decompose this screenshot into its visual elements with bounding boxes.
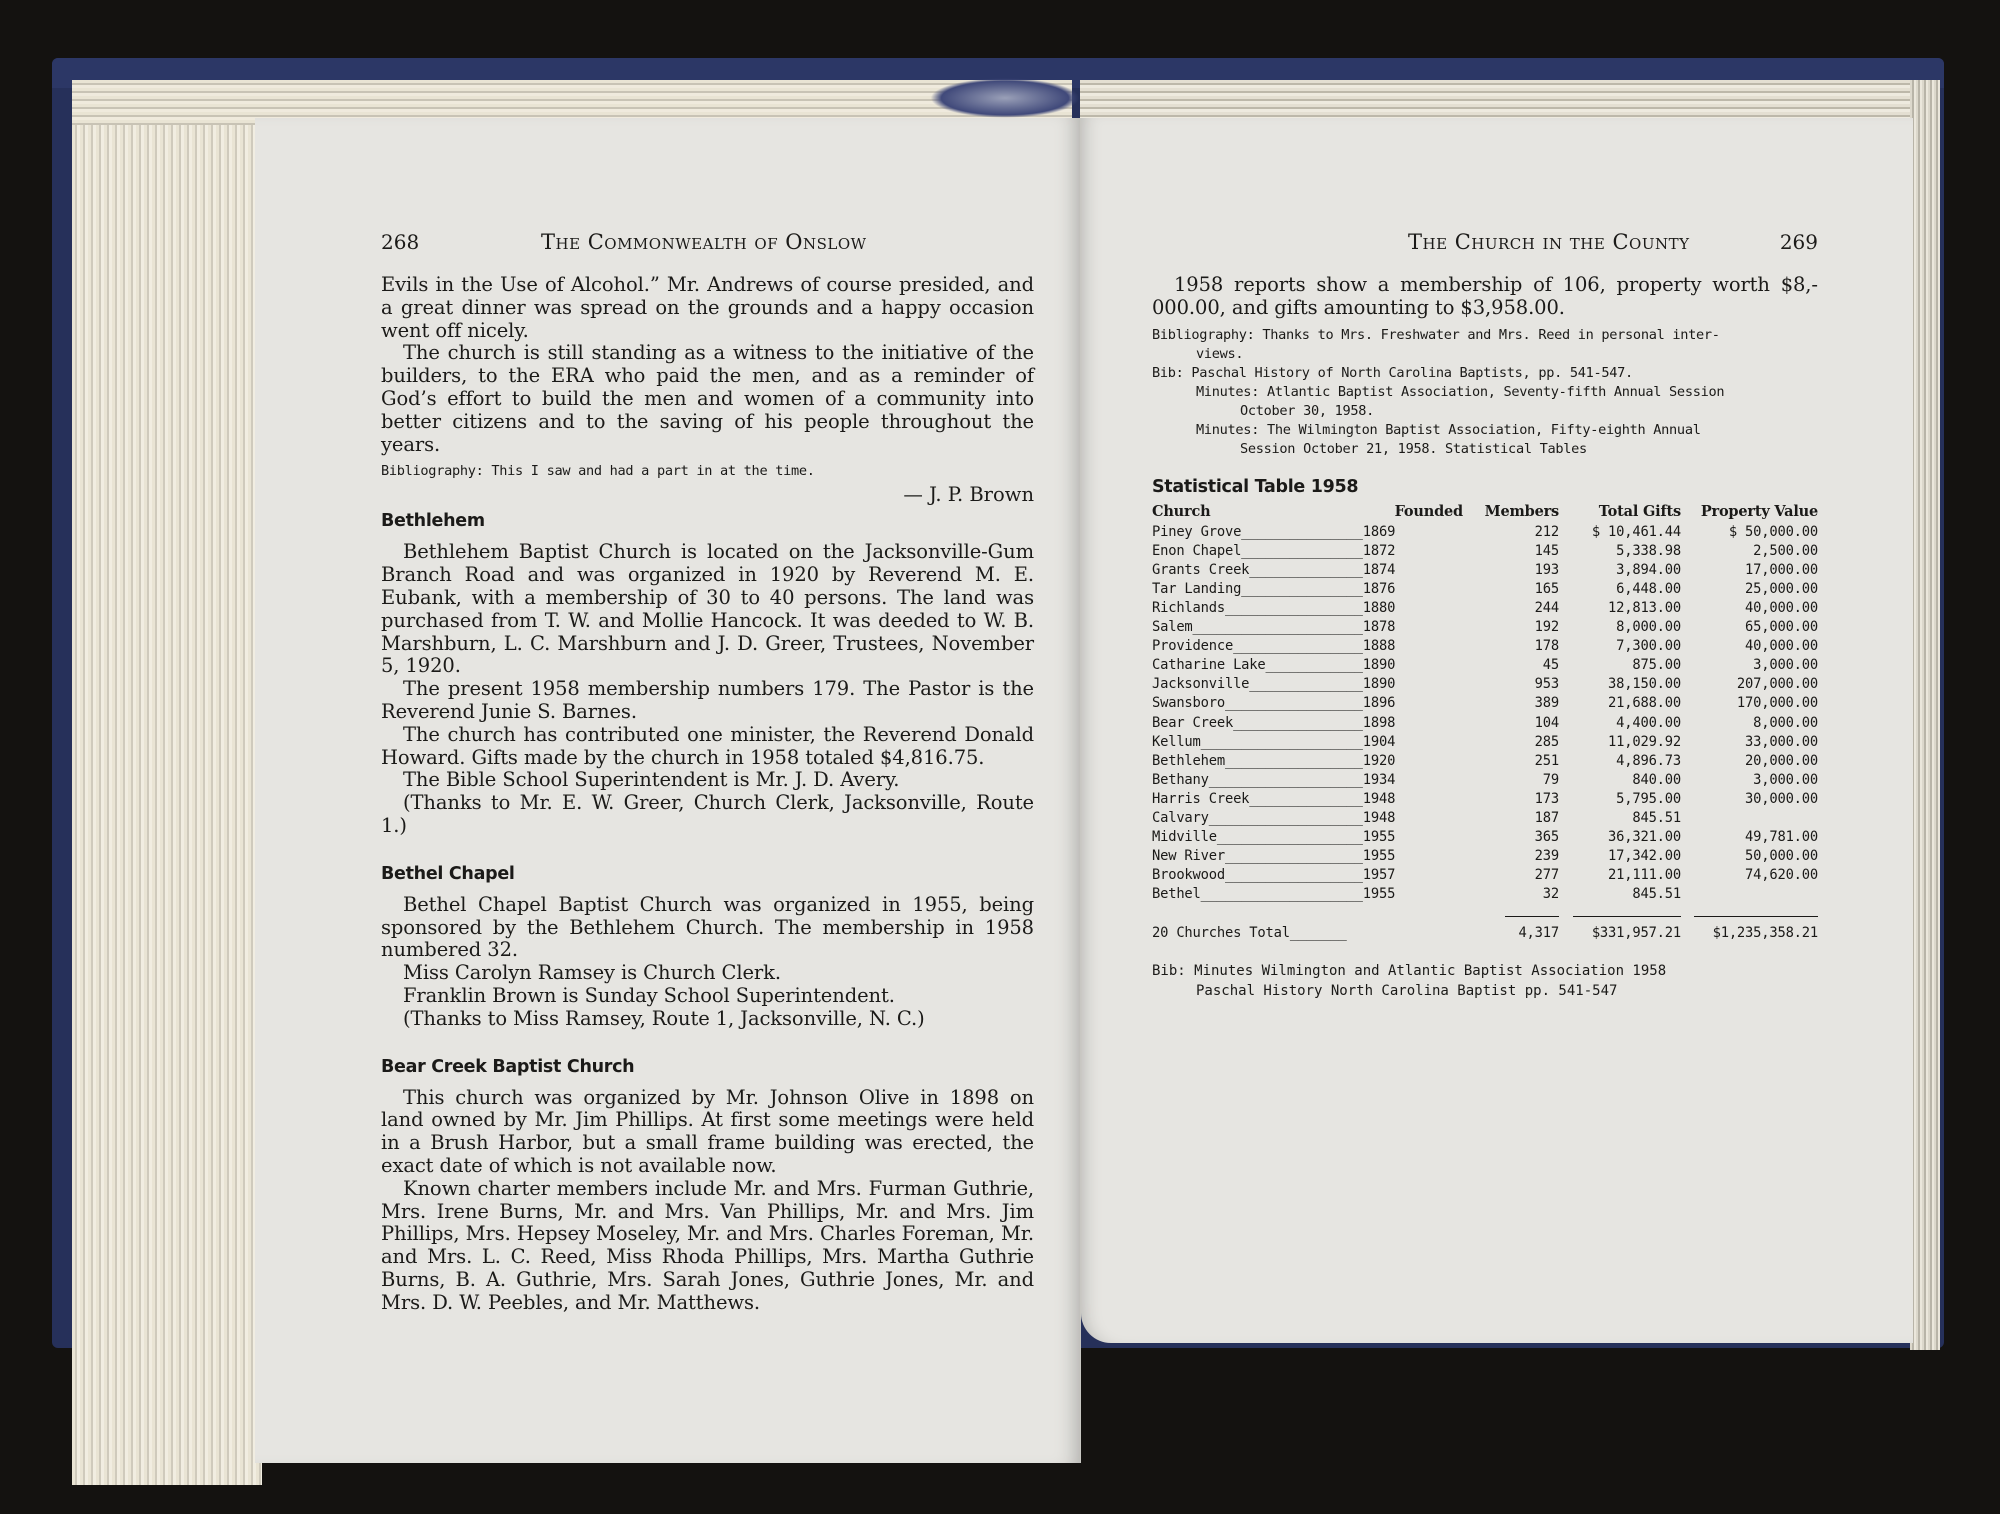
author-signature: — J. P. Brown (903, 483, 1034, 507)
total-label: 20 Churches Total (1152, 924, 1290, 941)
total-gifts: 3,894.00 (1616, 561, 1681, 578)
members-count: 45 (1542, 657, 1559, 674)
dot-leader: ____________________ (1200, 733, 1363, 750)
dot-leader: ______________ (1249, 790, 1363, 807)
cell-church-founded (1152, 637, 1463, 656)
left-page (255, 118, 1081, 1463)
church-name: Bear Creek (1152, 714, 1234, 731)
paragraph: The church is still standing as a witness to the initiative of the builders, to the ERA who paid the men, and as a reminder of God’s effort to build the men and women of a community into better citizens and to the saving of his people throughout the years. (381, 341, 1034, 456)
church-name: Catharine Lake (1152, 657, 1266, 674)
property-value: $ 50,000.00 (1728, 523, 1818, 540)
total-gifts: $ 10,461.44 (1591, 523, 1681, 540)
members-count: 244 (1534, 599, 1559, 616)
church-name: Bethany (1152, 771, 1209, 788)
property-value: 20,000.00 (1745, 752, 1818, 769)
property-value (1681, 809, 1818, 828)
table-row (1152, 523, 1818, 542)
column-header-total-gifts: Total Gifts (1598, 502, 1681, 520)
paragraph: (Thanks to Miss Ramsey, Route 1, Jacksonville, N. C.) (403, 1006, 925, 1030)
bibliography-line: Minutes: Atlantic Baptist Association, Seventy-fifth Annual Session (1196, 383, 1725, 400)
members-count: 277 (1534, 867, 1559, 884)
church-name: Richlands (1152, 599, 1225, 616)
founded-year: 1878 (1362, 619, 1396, 636)
total-gifts: 4,896.73 (1616, 752, 1681, 769)
total-gifts: 845.51 (1632, 810, 1681, 826)
members-count: 953 (1534, 676, 1559, 693)
founded-year: 1890 (1362, 657, 1396, 674)
founded-year: 1920 (1362, 752, 1396, 769)
paragraph: This church was organized by Mr. Johnson Olive in 1898 on land owned by Mr. Jim Phillips. At first some meetings were held in a Brush Harbor, but a small frame building was erected, the exact date of which is not available now. (381, 1085, 1034, 1177)
property-value: 2,500.00 (1753, 542, 1818, 559)
property-value: 40,000.00 (1745, 599, 1818, 616)
total-gifts: 38,150.00 (1608, 676, 1681, 693)
property-value: 3,000.00 (1753, 771, 1818, 788)
church-name: Piney Grove (1152, 523, 1242, 540)
cell-church-founded (1152, 561, 1463, 580)
total-rule-line (1573, 916, 1681, 917)
total-gifts: 17,342.00 (1608, 848, 1681, 865)
church-name: Swansboro (1152, 695, 1225, 712)
table-row (1152, 809, 1818, 828)
table-row (1152, 618, 1818, 637)
founded-year: 1957 (1362, 867, 1396, 884)
total-gifts: 875.00 (1632, 657, 1681, 674)
dot-leader: _________________ (1224, 848, 1363, 865)
dot-leader: _________________ (1224, 599, 1363, 616)
total-gifts: 36,321.00 (1608, 829, 1681, 846)
cell-church-founded (1152, 714, 1463, 733)
property-value: 8,000.00 (1753, 714, 1818, 731)
running-head-title: The Commonwealth of Onslow (541, 230, 867, 254)
spine-headband (930, 78, 1080, 118)
cell-church-founded (1152, 675, 1463, 694)
dot-leader: _________________ (1224, 752, 1363, 769)
founded-year: 1876 (1362, 580, 1396, 597)
dot-leader: __________________ (1216, 829, 1363, 846)
members-count: 193 (1534, 561, 1559, 578)
right-running-head (1152, 230, 1818, 260)
members-count: 173 (1534, 790, 1559, 807)
cell-church-founded (1152, 580, 1463, 599)
founded-year: 1880 (1362, 599, 1396, 616)
cell-church-founded (1152, 656, 1463, 675)
paragraph: Evils in the Use of Alcohol.” Mr. Andrews of course presided, and a great dinner was spread on the grounds and a happy occasion went off nicely. (381, 273, 1034, 342)
dot-leader: ____________ (1265, 657, 1363, 674)
section-heading-bethlehem: Bethlehem (381, 511, 485, 532)
church-name: Midville (1152, 829, 1217, 846)
paragraph: (Thanks to Mr. E. W. Greer, Church Clerk, Jacksonville, Route 1.) (381, 791, 1034, 837)
church-name: Enon Chapel (1152, 542, 1242, 559)
column-header-members: Members (1484, 502, 1559, 520)
church-name: Harris Creek (1152, 790, 1250, 807)
members-count: 165 (1534, 580, 1559, 597)
members-count: 365 (1534, 829, 1559, 846)
table-row (1152, 675, 1818, 694)
total-members: 4,317 (1518, 924, 1559, 941)
table-row (1152, 714, 1818, 733)
property-value (1681, 885, 1818, 904)
dot-leader: ______________ (1249, 676, 1363, 693)
cell-church-founded (1152, 866, 1463, 885)
table-row (1152, 790, 1818, 809)
property-value: 74,620.00 (1745, 867, 1818, 884)
dot-leader: _______________ (1241, 580, 1363, 597)
property-value: 3,000.00 (1753, 657, 1818, 674)
table-row (1152, 828, 1818, 847)
bibliography-line: Bibliography: Thanks to Mrs. Freshwater and Mrs. Reed in personal inter- (1152, 326, 1720, 343)
property-value: 65,000.00 (1745, 619, 1818, 636)
dot-leader: _______ (1289, 924, 1347, 941)
table-row (1152, 885, 1818, 904)
church-name: Kellum (1152, 733, 1201, 750)
table-row (1152, 542, 1818, 561)
bibliography-line: Bib: Minutes Wilmington and Atlantic Baptist Association 1958 (1152, 962, 1667, 979)
founded-year: 1955 (1362, 848, 1396, 865)
church-name: Calvary (1152, 810, 1209, 826)
table-bibliography (1152, 961, 1818, 1001)
cell-church-founded (1152, 542, 1463, 561)
founded-year: 1955 (1362, 829, 1396, 846)
paragraph: 1958 reports show a membership of 106, property worth $8,000.00, and gifts amounting to $3,958.00. (1152, 273, 1818, 319)
founded-year: 1955 (1362, 886, 1396, 903)
church-name: Salem (1152, 619, 1193, 636)
members-count: 104 (1534, 714, 1559, 731)
church-name: New River (1152, 848, 1225, 865)
cell-church-founded (1152, 752, 1463, 771)
total-gifts: 7,300.00 (1616, 638, 1681, 655)
right-page-stack-edges (1910, 80, 1940, 1350)
page-number: 269 (1779, 230, 1818, 254)
members-count: 285 (1534, 733, 1559, 750)
founded-year: 1904 (1362, 733, 1396, 750)
total-gifts: 11,029.92 (1608, 733, 1681, 750)
members-count: 145 (1534, 542, 1559, 559)
table-row (1152, 656, 1818, 675)
dot-leader: _______________ (1241, 542, 1363, 559)
bibliography-block (1152, 326, 1818, 459)
founded-year: 1948 (1362, 810, 1396, 826)
property-value: 49,781.00 (1745, 829, 1818, 846)
table-row (1152, 752, 1818, 771)
dot-leader: _________________ (1224, 695, 1363, 712)
paragraph: Bethlehem Baptist Church is located on the Jacksonville-Gum Branch Road and was organized in 1920 by Reverend M. E. Eubank, with a membership of 30 to 40 persons. The land was purchased from T. W. and Mollie Hancock. It was deeded to W. B. Marshburn, L. C. Marshburn and J. D. Greer, Trustees, November 5, 1920. (381, 540, 1034, 678)
total-gifts: 5,795.00 (1616, 790, 1681, 807)
right-page-text-block (1152, 230, 1818, 1001)
property-value: 170,000.00 (1736, 695, 1818, 712)
bibliography-note: Bibliography: This I saw and had a part in at the time. (381, 463, 815, 480)
table-header-row (1152, 503, 1818, 523)
running-head-title: The Church in the County (1408, 230, 1690, 254)
founded-year: 1948 (1362, 790, 1396, 807)
cell-church-founded (1152, 885, 1463, 904)
column-header-founded: Founded (1394, 502, 1463, 520)
cell-church-founded (1152, 790, 1463, 809)
dot-leader: _________________ (1224, 867, 1363, 884)
cell-church-founded (1152, 618, 1463, 637)
cell-church-founded (1152, 847, 1463, 866)
column-header-church: Church (1152, 502, 1211, 520)
founded-year: 1872 (1362, 542, 1396, 559)
founded-year: 1888 (1362, 638, 1396, 655)
table-row (1152, 771, 1818, 790)
property-value: 207,000.00 (1736, 676, 1818, 693)
founded-year: 1890 (1362, 676, 1396, 693)
church-name: Tar Landing (1152, 580, 1242, 597)
members-count: 79 (1542, 771, 1559, 788)
table-row (1152, 733, 1818, 752)
table-row (1152, 561, 1818, 580)
total-gifts: 8,000.00 (1616, 619, 1681, 636)
cell-church-founded (1152, 694, 1463, 713)
bibliography-line: Paschal History North Carolina Baptist pp. 541-547 (1196, 982, 1618, 999)
paragraph: Bethel Chapel Baptist Church was organized in 1955, being sponsored by the Bethlehem Church. The membership in 1958 numbered 32. (381, 892, 1034, 962)
paragraph: The Bible School Superintendent is Mr. J. D. Avery. (403, 768, 900, 792)
members-count: 192 (1534, 619, 1559, 636)
dot-leader: ________________ (1233, 638, 1363, 655)
cell-church-founded (1152, 809, 1463, 828)
table-row (1152, 580, 1818, 599)
total-gifts: 5,338.98 (1616, 542, 1681, 559)
bibliography-line: views. (1196, 345, 1244, 362)
cell-church-founded (1152, 599, 1463, 618)
bibliography-line: Minutes: The Wilmington Baptist Association, Fifty-eighth Annual (1196, 421, 1701, 438)
property-value: 40,000.00 (1745, 638, 1818, 655)
bibliography-line: October 30, 1958. (1240, 402, 1375, 419)
paragraph: Franklin Brown is Sunday School Superintendent. (403, 983, 895, 1007)
members-count: 212 (1534, 523, 1559, 540)
table-title: Statistical Table 1958 (1152, 476, 1359, 497)
members-count: 187 (1534, 810, 1559, 826)
paragraph: The church has contributed one minister, the Reverend Donald Howard. Gifts made by the church in 1958 totaled $4,816.75. (381, 722, 1034, 769)
total-gifts: 840.00 (1632, 771, 1681, 788)
cell-church-founded (1152, 771, 1463, 790)
property-value: 17,000.00 (1745, 561, 1818, 578)
church-name: Bethel (1152, 886, 1201, 903)
cell-church-founded (1152, 523, 1463, 542)
dot-leader: ___________________ (1208, 810, 1363, 826)
dot-leader: ________________ (1233, 714, 1363, 731)
statistical-table (1152, 503, 1818, 943)
right-page (1081, 118, 1913, 1343)
total-rule-line (1694, 916, 1818, 917)
church-name: Grants Creek (1152, 561, 1250, 578)
page-number: 268 (381, 230, 420, 254)
property-value: 30,000.00 (1745, 790, 1818, 807)
total-gifts: 12,813.00 (1608, 599, 1681, 616)
section-heading-bethel-chapel: Bethel Chapel (381, 863, 515, 884)
members-count: 178 (1534, 638, 1559, 655)
dot-leader: _______________ (1241, 523, 1363, 540)
total-gifts: 4,400.00 (1616, 714, 1681, 731)
total-label-cell (1152, 924, 1463, 943)
left-page-text-block (381, 230, 1034, 1314)
left-running-head (381, 230, 1034, 260)
section-heading-bear-creek: Bear Creek Baptist Church (381, 1056, 635, 1077)
church-name: Providence (1152, 638, 1234, 655)
total-gifts: 21,111.00 (1608, 867, 1681, 884)
table-row (1152, 694, 1818, 713)
property-value: 50,000.00 (1745, 848, 1818, 865)
right-page-stack-top-edges (1080, 80, 1940, 120)
dot-leader: _____________________ (1192, 619, 1363, 636)
members-count: 239 (1534, 848, 1559, 865)
founded-year: 1934 (1362, 771, 1396, 788)
members-count: 389 (1534, 695, 1559, 712)
total-rule-line (1505, 916, 1559, 917)
column-header-property-value: Property Value (1700, 502, 1818, 520)
total-gifts: 845.51 (1632, 886, 1681, 903)
cell-church-founded (1152, 733, 1463, 752)
founded-year: 1898 (1362, 714, 1396, 731)
paragraph: Known charter members include Mr. and Mrs. Furman Guthrie, Mrs. Irene Burns, Mr. and Mrs. Van Phillips, Mr. and Mrs. Jim Phillips, Mrs. Hepsey Moseley, Mr. and Mrs. Charles Foreman, Mr. and Mrs. L. C. Reed, Miss Rhoda Phillips, Mrs. Martha Guthrie Burns, B. A. Guthrie, Mrs. Sarah Jones, Guthrie Jones, Mr. and Mrs. D. W. Peebles, and Mr. Matthews. (381, 1176, 1034, 1314)
table-row (1152, 599, 1818, 618)
founded-year: 1896 (1362, 695, 1396, 712)
table-row (1152, 847, 1818, 866)
total-property-sum: $1,235,358.21 (1712, 924, 1818, 941)
members-count: 251 (1534, 752, 1559, 769)
total-gifts-sum: $331,957.21 (1591, 924, 1681, 941)
table-total-rule-row (1152, 904, 1818, 923)
total-gifts: 21,688.00 (1608, 695, 1681, 712)
bibliography-line: Bib: Paschal History of North Carolina Baptists, pp. 541-547. (1152, 364, 1633, 381)
table-row (1152, 866, 1818, 885)
members-count: 32 (1542, 886, 1559, 903)
bibliography-line: Session October 21, 1958. Statistical Tables (1240, 440, 1587, 457)
paragraph: Miss Carolyn Ramsey is Church Clerk. (403, 961, 781, 985)
dot-leader: ____________________ (1200, 886, 1363, 903)
dot-leader: ______________ (1249, 561, 1363, 578)
table-total-row (1152, 924, 1818, 943)
church-name: Bethlehem (1152, 752, 1225, 769)
church-name: Jacksonville (1152, 676, 1250, 693)
cell-church-founded (1152, 828, 1463, 847)
property-value: 33,000.00 (1745, 733, 1818, 750)
founded-year: 1869 (1362, 523, 1396, 540)
church-name: Brookwood (1152, 867, 1225, 884)
total-gifts: 6,448.00 (1616, 580, 1681, 597)
property-value: 25,000.00 (1745, 580, 1818, 597)
dot-leader: ___________________ (1208, 771, 1363, 788)
table-row (1152, 637, 1818, 656)
founded-year: 1874 (1362, 561, 1396, 578)
paragraph: The present 1958 membership numbers 179. The Pastor is the Reverend Junie S. Barnes. (381, 677, 1034, 723)
left-page-stack-edges (72, 80, 262, 1485)
